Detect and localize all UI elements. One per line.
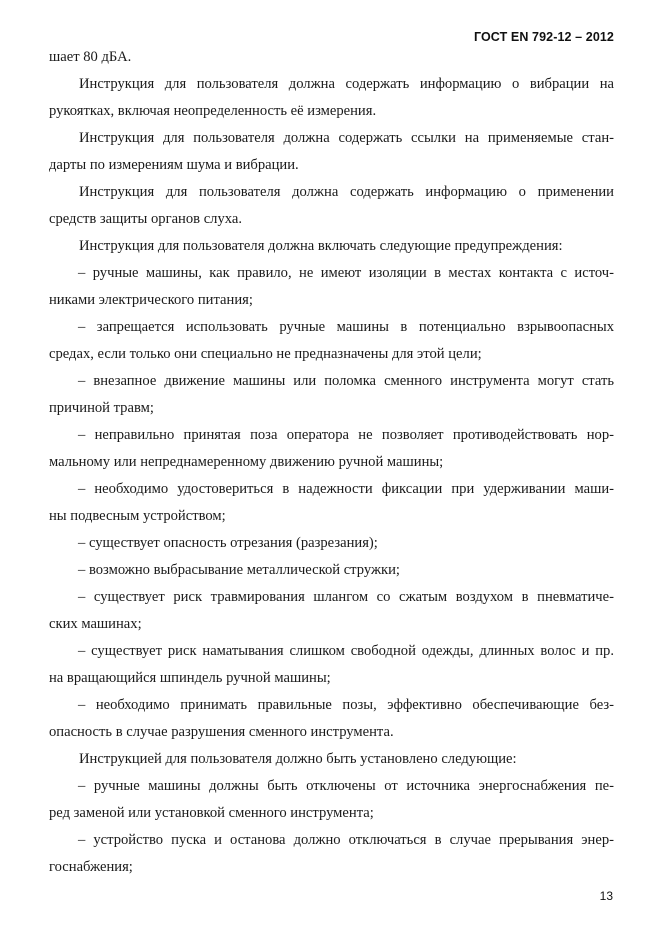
text-line: причиной травм; [49,400,154,416]
page-number: 13 [599,889,613,903]
text-line: – существует риск травмирования шлангом со сжатым воздухом в пневматиче- [78,589,614,605]
text-line: опасность в случае разрушения сменного инструмента. [49,724,394,740]
text-line: – возможно выбрасывание металлической стружки; [78,562,400,578]
text-line: на вращающийся шпиндель ручной машины; [49,670,331,686]
document-header: ГОСТ EN 792-12 – 2012 [473,30,614,44]
text-line: средств защиты органов слуха. [49,211,242,227]
text-line: рукоятках, включая неопределенность её измерения. [49,103,377,119]
text-line: госнабжения; [49,859,133,875]
text-line: ских машинах; [49,616,142,632]
text-line: – неправильно принятая поза оператора не позволяет противодействовать нор- [78,427,614,443]
text-line: Инструкция для пользователя должна содержать информацию о вибрации на [79,76,614,92]
text-line: Инструкция для пользователя должна содержать информацию о применении [79,184,614,200]
text-line: никами электрического питания; [49,292,253,308]
text-line: – устройство пуска и останова должно отключаться в случае прерывания энер- [78,832,614,848]
text-line: Инструкцией для пользователя должно быть установлено следующие: [79,751,517,767]
text-line: – ручные машины должны быть отключены от источника энергоснабжения пе- [78,778,614,794]
text-line: – необходимо принимать правильные позы, эффективно обеспечивающие без- [78,697,614,713]
document-body [49,44,614,881]
text-line: ред заменой или установкой сменного инструмента; [49,805,374,821]
text-line: – необходимо удостовериться в надежности фиксации при удерживании маши- [78,481,614,497]
text-line: шает 80 дБА. [49,49,132,65]
text-line: дарты по измерениям шума и вибрации. [49,157,299,173]
text-line: средах, если только они специально не предназначены для этой цели; [49,346,482,362]
text-line: Инструкция для пользователя должна включать следующие предупреждения: [79,238,563,254]
text-line: – существует опасность отрезания (разрезания); [78,535,378,551]
text-line: Инструкция для пользователя должна содержать ссылки на применяемые стан- [79,130,614,146]
text-line: – существует риск наматывания слишком свободной одежды, длинных волос и пр. [78,643,614,659]
text-line: ны подвесным устройством; [49,508,226,524]
text-line: – запрещается использовать ручные машины в потенциально взрывоопасных [78,319,614,335]
text-line: – ручные машины, как правило, не имеют изоляции в местах контакта с источ- [78,265,614,281]
text-line: – внезапное движение машины или поломка сменного инструмента могут стать [78,373,614,389]
text-line: мальному или непреднамеренному движению ручной машины; [49,454,444,470]
